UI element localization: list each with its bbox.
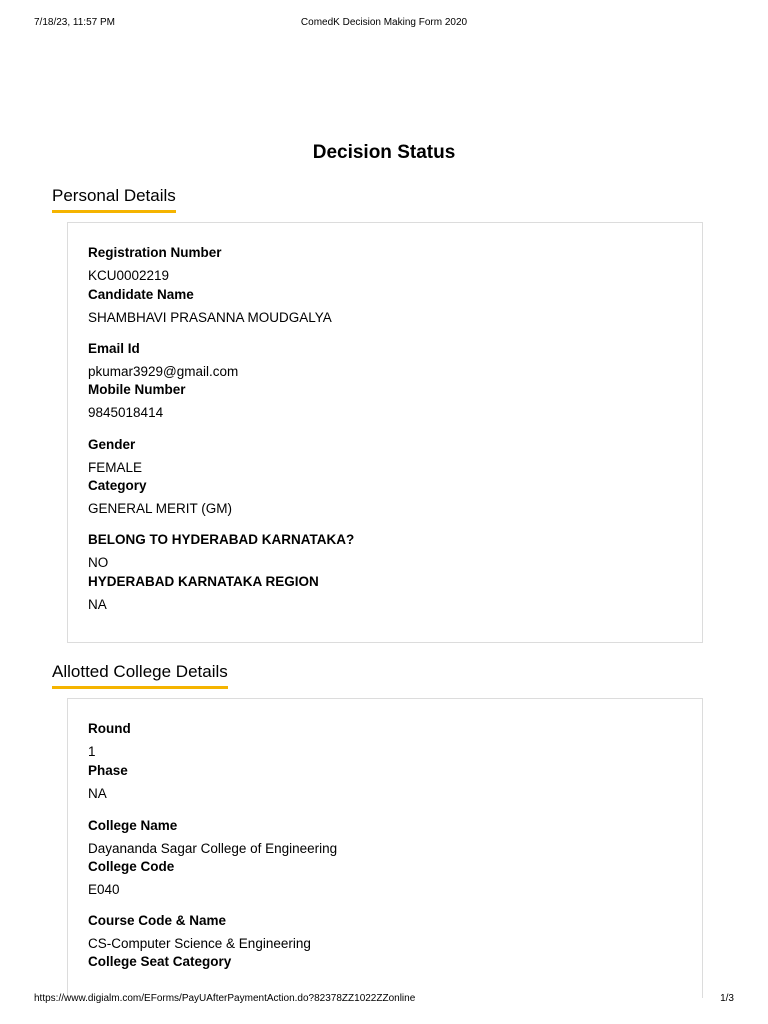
- print-datetime: 7/18/23, 11:57 PM: [34, 17, 115, 28]
- college-code-label: College Code: [88, 859, 175, 874]
- college-code-value: E040: [88, 882, 120, 897]
- gender-label: Gender: [88, 437, 136, 452]
- candidate-name-value: SHAMBHAVI PRASANNA MOUDGALYA: [88, 310, 332, 325]
- allotted-college-details-card: [67, 698, 703, 998]
- print-document-title: ComedK Decision Making Form 2020: [300, 17, 468, 28]
- print-url: https://www.digialm.com/EForms/PayUAfterPaymentAction.do?82378ZZ1022ZZonline: [34, 993, 416, 1004]
- phase-value: NA: [88, 786, 107, 801]
- category-value: GENERAL MERIT (GM): [88, 501, 233, 516]
- allotted-college-details-heading: Allotted College Details: [52, 662, 228, 689]
- course-code-name-value: CS-Computer Science & Engineering: [88, 936, 311, 951]
- hyderabad-karnataka-label: BELONG TO HYDERABAD KARNATAKA?: [88, 532, 355, 547]
- hyderabad-karnataka-value: NO: [88, 555, 109, 570]
- print-header: [34, 17, 734, 31]
- email-id-label: Email Id: [88, 341, 140, 356]
- personal-details-card: [67, 222, 703, 643]
- round-label: Round: [88, 721, 131, 736]
- mobile-number-label: Mobile Number: [88, 382, 186, 397]
- email-id-value: pkumar3929@gmail.com: [88, 364, 239, 379]
- candidate-name-label: Candidate Name: [88, 287, 194, 302]
- gender-value: FEMALE: [88, 460, 143, 475]
- phase-label: Phase: [88, 763, 128, 778]
- round-value: 1: [88, 744, 96, 759]
- college-name-label: College Name: [88, 818, 178, 833]
- mobile-number-value: 9845018414: [88, 405, 164, 420]
- registration-number-value: KCU0002219: [88, 268, 170, 283]
- college-name-value: Dayananda Sagar College of Engineering: [88, 841, 338, 856]
- personal-details-heading: Personal Details: [52, 186, 176, 213]
- category-label: Category: [88, 478, 147, 493]
- college-seat-category-label: College Seat Category: [88, 954, 232, 969]
- registration-number-label: Registration Number: [88, 245, 222, 260]
- hyderabad-karnataka-region-value: NA: [88, 597, 107, 612]
- print-footer: [34, 993, 734, 1007]
- course-code-name-label: Course Code & Name: [88, 913, 227, 928]
- hyderabad-karnataka-region-label: HYDERABAD KARNATAKA REGION: [88, 574, 319, 589]
- page-title: Decision Status: [312, 142, 456, 163]
- page-number: 1/3: [720, 993, 734, 1004]
